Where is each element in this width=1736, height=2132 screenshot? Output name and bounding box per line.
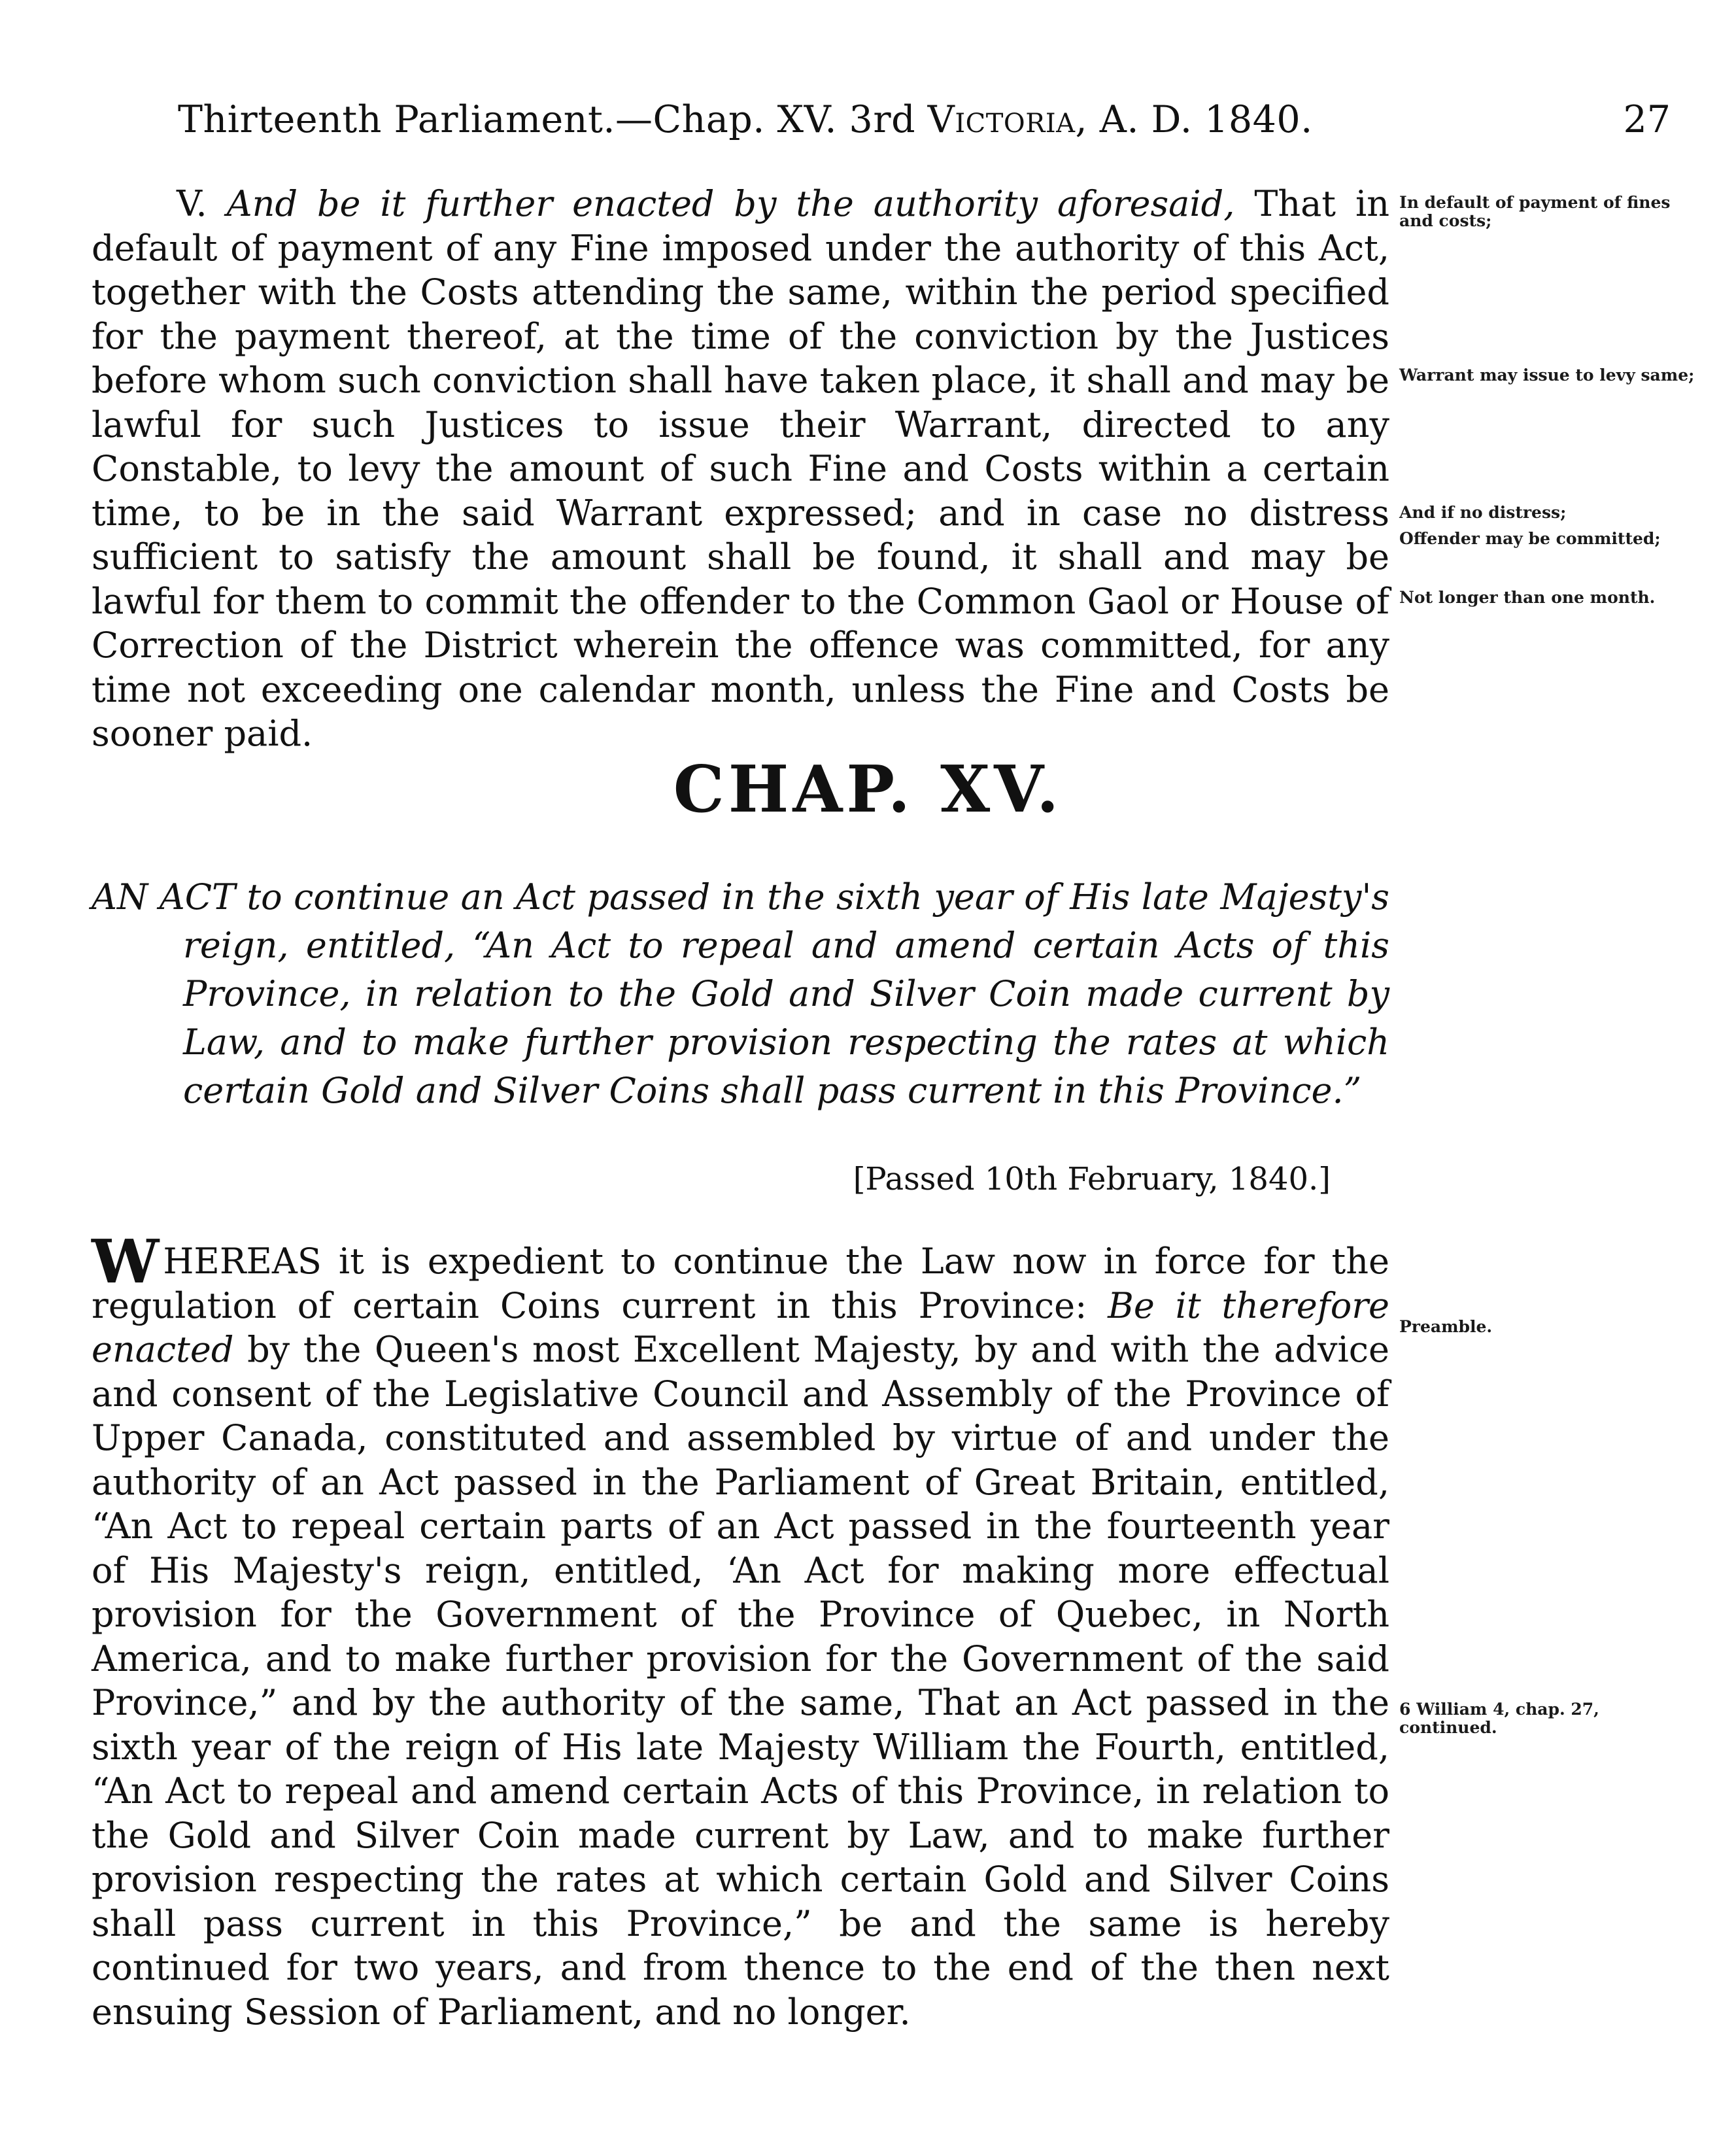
section-v-text: That in default of payment of any Fine imposed under the authority of this Act, together with the Costs attending the same, within the period specified for the payment thereof, at the time of the conviction by the Justices before whom such conviction shall have taken place, it shall and may be lawful for such Justices to issue their Warrant, directed to any Constable, to levy the amount of such Fine and Costs within a certain time, to be in the said Warrant expressed; and in case no distress sufficient to satisfy the amount shall be found, it shall and may be lawful for them to commit the offender to the Common Gaol or House of Correction of the District wherein the offence was committed, for any time not exceeding one calendar month, unless the Fine and Costs be sooner paid. bbox=[92, 183, 1389, 754]
margin-note-preamble: Preamble. bbox=[1399, 1317, 1493, 1336]
chapter-title: CHAP. XV. bbox=[673, 752, 1063, 827]
margin-note-not-longer: Not longer than one month. bbox=[1399, 588, 1656, 607]
act-title bbox=[92, 873, 1389, 1115]
margin-note-warrant: Warrant may issue to levy same; bbox=[1399, 366, 1695, 385]
margin-note-distress: And if no distress; bbox=[1399, 503, 1567, 522]
preamble-text: by the Queen's most Excellent Majesty, by and with the advice and consent of the Legislative Council and Assembly of the Province of Upper Canada, constituted and assembled by virtue of and under the authority of an Act passed in the Parliament of Great Britain, entitled, “An Act to repeal certain parts of an Act passed in the fourteenth year of His Majesty's reign, entitled, ‘An Act for making more effectual provision for the Government of the Province of Quebec, in North America, and to make further provision for the Government of the said Province,” and by the authority of the same, That an Act passed in the sixth year of the reign of His late Majesty William the Fourth, entitled, “An Act to repeal and amend certain Acts of this Province, in relation to the Gold and Silver Coin made current by Law, and to make further provision respecting the rates at which certain Gold and Silver Coins shall pass current in this Province,” be and the same is hereby continued for two years, and from thence to the end of the then next ensuing Session of Parliament, and no longer. bbox=[92, 1329, 1389, 2033]
preamble-enacting-phrase: Be it therefore enacted bbox=[92, 1284, 1390, 1370]
enacting-phrase: And be it further enacted by the authority aforesaid, bbox=[226, 183, 1235, 224]
preamble-paragraph bbox=[92, 1226, 1390, 2034]
margin-note-default: In default of payment of fines and costs; bbox=[1399, 193, 1671, 230]
running-head-tail: , A. D. 1840. bbox=[1075, 98, 1313, 141]
running-head-smallcaps: Victoria bbox=[927, 98, 1076, 141]
margin-note-continued: 6 William 4, chap. 27, continued. bbox=[1399, 1700, 1599, 1737]
section-number: V. bbox=[177, 183, 227, 224]
page-number: 27 bbox=[1623, 98, 1671, 141]
running-head-main: Thirteenth Parliament.—Chap. XV. 3rd bbox=[178, 98, 928, 141]
preamble bbox=[92, 1226, 1390, 2034]
section-v bbox=[92, 182, 1389, 756]
act-title-text: AN ACT to continue an Act passed in the sixth year of His late Majesty's reign, entitled, “An Act to repeal and amend certain Acts of this Province, in relation to the Gold and Silver Coin made current by Law, and to make further provision respecting the rates at which certain Gold and Silver Coins shall pass current in this Province.” bbox=[92, 876, 1389, 1111]
preamble-opening: HEREAS it is expedient to continue the Law now in force for the regulation of certain Coins current in this Province: bbox=[92, 1241, 1389, 1326]
drop-cap: W bbox=[92, 1226, 160, 1297]
running-head bbox=[178, 98, 1682, 141]
margin-note-offender: Offender may be committed; bbox=[1399, 529, 1661, 548]
section-v-paragraph bbox=[92, 182, 1389, 756]
passed-date: [Passed 10th February, 1840.] bbox=[853, 1161, 1331, 1197]
